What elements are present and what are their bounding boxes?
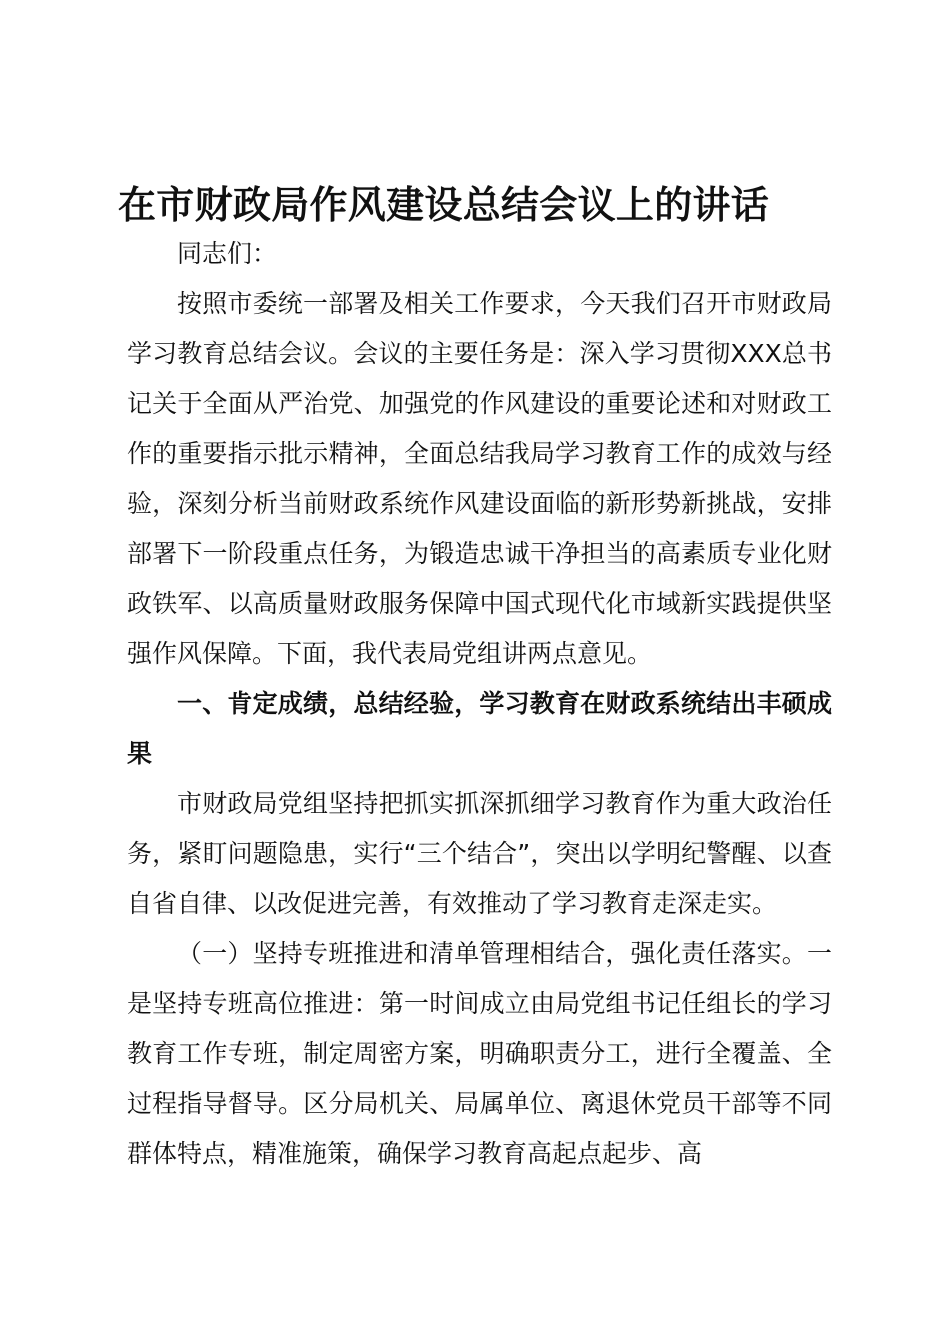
section-heading-one: 一、肯定成绩，总结经验，学习教育在财政系统结出丰硕成果 [127, 689, 832, 768]
paragraph-section-one-intro: 市财政局党组坚持把抓实抓深抓细学习教育作为重大政治任务，紧盯问题隐患，实行“三个结合”，突出以学明纪警醒、以查自省自律、以改促进完善，有效推动了学习教育走深走实。 [127, 789, 832, 918]
paragraph-subsection-one: （一）坚持专班推进和清单管理相结合，强化责任落实。一是坚持专班高位推进：第一时间成立由局党组书记任组长的学习教育工作专班，制定周密方案，明确职责分工，进行全覆盖、全过程指导督导。区分局机关、局属单位、离退休党员干部等不同群体特点，精准施策，确保学习教育高起点起步、高 [127, 939, 832, 1168]
document-body [127, 229, 832, 1179]
document-title: 在市财政局作风建设总结会议上的讲话 [118, 183, 770, 227]
paragraph-intro: 按照市委统一部署及相关工作要求，今天我们召开市财政局学习教育总结会议。会议的主要任务是：深入学习贯彻XXX总书记关于全面从严治党、加强党的作风建设的重要论述和对财政工作的重要指示批示精神，全面总结我局学习教育工作的成效与经验，深刻分析当前财政系统作风建设面临的新形势新挑战，安排部署下一阶段重点任务，为锻造忠诚干净担当的高素质专业化财政铁军、以高质量财政服务保障中国式现代化市域新实践提供坚强作风保障。下面，我代表局党组讲两点意见。 [127, 289, 832, 668]
salutation: 同志们： [177, 239, 278, 268]
